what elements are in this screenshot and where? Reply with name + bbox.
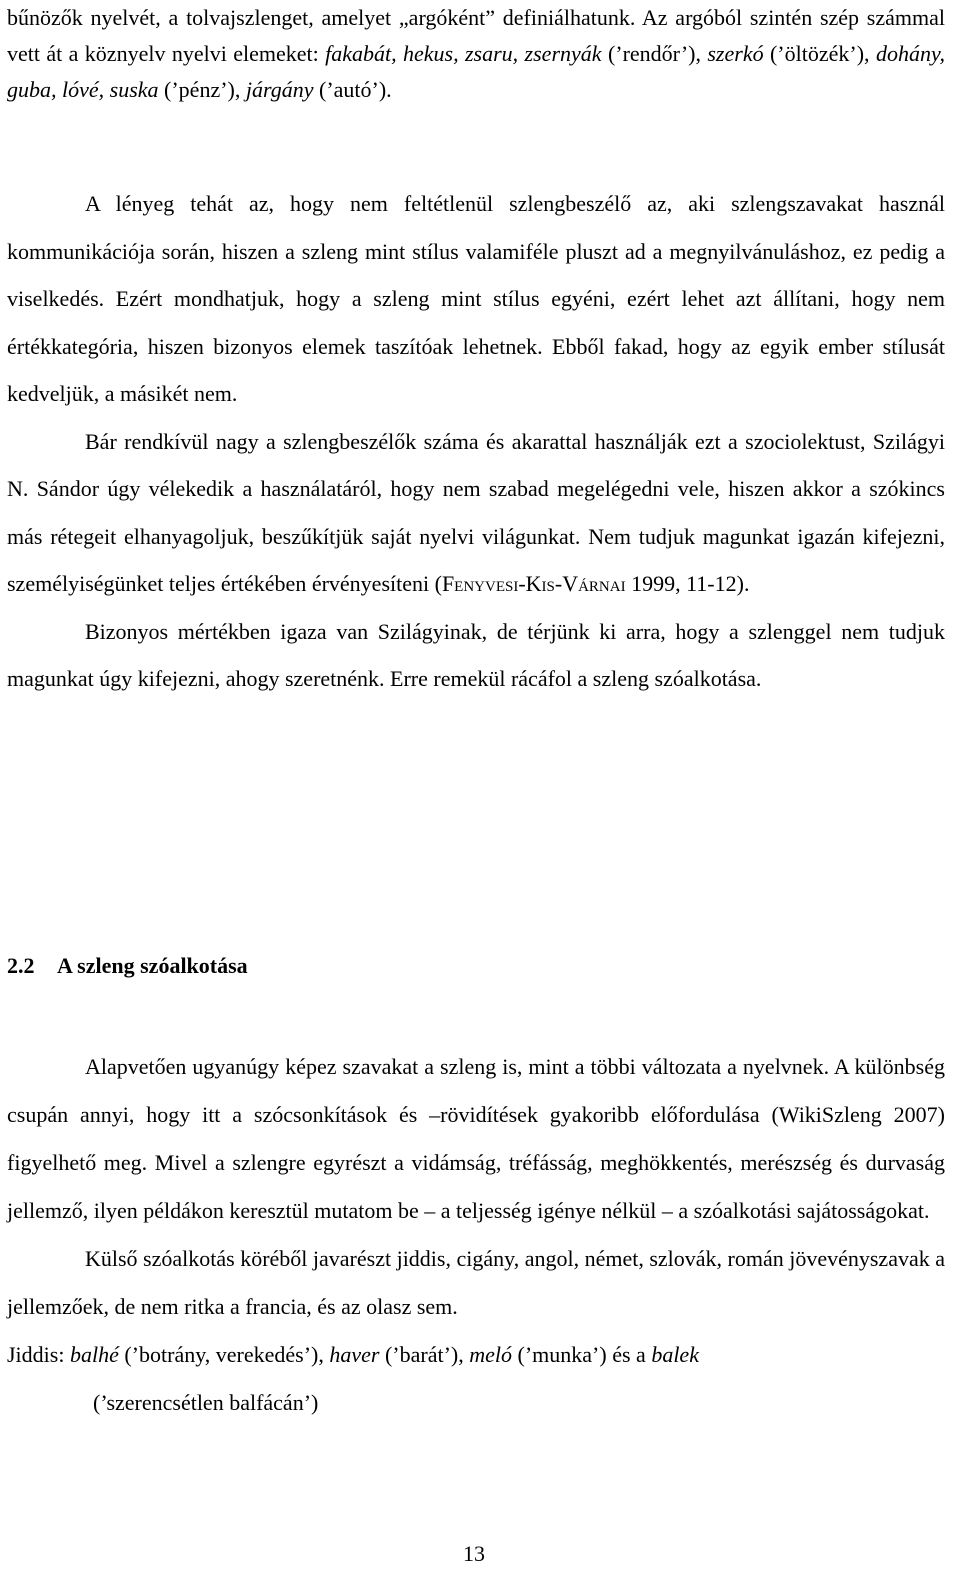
italic-term: haver (329, 1342, 380, 1367)
text-run: (’autó’). (313, 77, 392, 102)
text-run: (’öltözék’), (763, 41, 876, 66)
text-run: 1999, 11-12). (625, 571, 750, 596)
paragraph-alapvetoen: Alapvetően ugyanúgy képez szavakat a szleng is, mint a többi változata a nyelvnek. A különbség csupán annyi, hogy itt a szócsonkítások és –rövidítések gyakoribb előfordulása (WikiSzleng 2007) figyelhető meg. Mivel a szlengre egyrészt a vidámság, tréfásság, meghökkentés, merészség és durvaság jellemző, ilyen példákon keresztül mutatom be – a teljesség igénye nélkül – a szóalkotási sajátosságokat. (7, 1054, 945, 1223)
italic-term: fakabát, hekus, zsaru, zsernyák (325, 41, 602, 66)
text-run: (’szerencsétlen balfácán’) (93, 1390, 319, 1415)
text-block-middle (7, 180, 945, 703)
section-title: A szleng szóalkotása (57, 953, 248, 978)
paragraph-argo (7, 0, 945, 108)
italic-term: járgány (245, 77, 314, 102)
paragraph-bizonyos: Bizonyos mértékben igaza van Szilágyinak, de térjünk ki arra, hogy a szlenggel nem tudjuk magunkat úgy kifejezni, ahogy szeretnénk. Erre remekül rácáfol a szleng szóalkotása. (7, 618, 945, 691)
text-run: (’pénz’), (158, 77, 246, 102)
paragraph-jiddis (7, 1331, 945, 1427)
text-block-bottom (7, 1043, 945, 1427)
italic-term: meló (469, 1342, 513, 1367)
italic-term: balhé (69, 1342, 119, 1367)
text-run: (’rendőr’), (601, 41, 708, 66)
italic-term: balek (651, 1342, 699, 1367)
text-run: Jiddis: (7, 1342, 70, 1367)
section-heading (7, 948, 248, 984)
italic-term: szerkó (707, 41, 764, 66)
text-run: (’botrány, verekedés’), (118, 1342, 330, 1367)
text-run: bűnözők nyelvét, a tolvajszlenget, amelyet „argóként” definiálhatunk. Az argóból szintén szép számmal vett át a köznyelv nyelvi elemeket: (7, 5, 945, 66)
paragraph-kulso: Külső szóalkotás köréből javarészt jiddis, cigány, angol, német, szlovák, román jövevényszavak a jellemzőek, de nem ritka a francia, és az olasz sem. (7, 1246, 945, 1319)
section-number: 2.2 (7, 953, 35, 978)
paragraph-lenyeg: A lényeg tehát az, hogy nem feltétlenül szlengbeszélő az, aki szlengszavakat használ kommunikációja során, hiszen a szleng mint stílus valamiféle pluszt ad a megnyilvánuláshoz, ez pedig a viselkedés. Ezért mondhatjuk, hogy a szleng mint stílus egyéni, ezért lehet azt állítani, hogy nem értékkategória, hiszen bizonyos elemek taszítóak lehetnek. Ebből fakad, hogy az egyik ember stílusát kedveljük, a másikét nem. (7, 191, 945, 406)
author-smallcaps: Fenyvesi-Kis-Várnai (441, 571, 626, 596)
text-run: Bár rendkívül nagy a szlengbeszélők száma és akarattal használják ezt a szociolektust, Szilágyi N. Sándor úgy vélekedik a használatáról, hogy nem szabad megelégedni vele, hiszen akkor a szókincs más rétegeit elhanyagoljuk, beszűkítjük saját nyelvi világunkat. Nem tudjuk magunkat igazán kifejezni, személyiségünket teljes értékében érvényesíteni ( (7, 428, 945, 596)
italic-term: dohány, guba, lóvé, suska (7, 41, 945, 102)
text-run: (’barát’), (379, 1342, 470, 1367)
page-number: 13 (463, 1541, 485, 1566)
text-run: (’munka’) és a (512, 1342, 652, 1367)
paragraph-szilagyi (7, 418, 945, 608)
text-block-top (7, 0, 945, 108)
